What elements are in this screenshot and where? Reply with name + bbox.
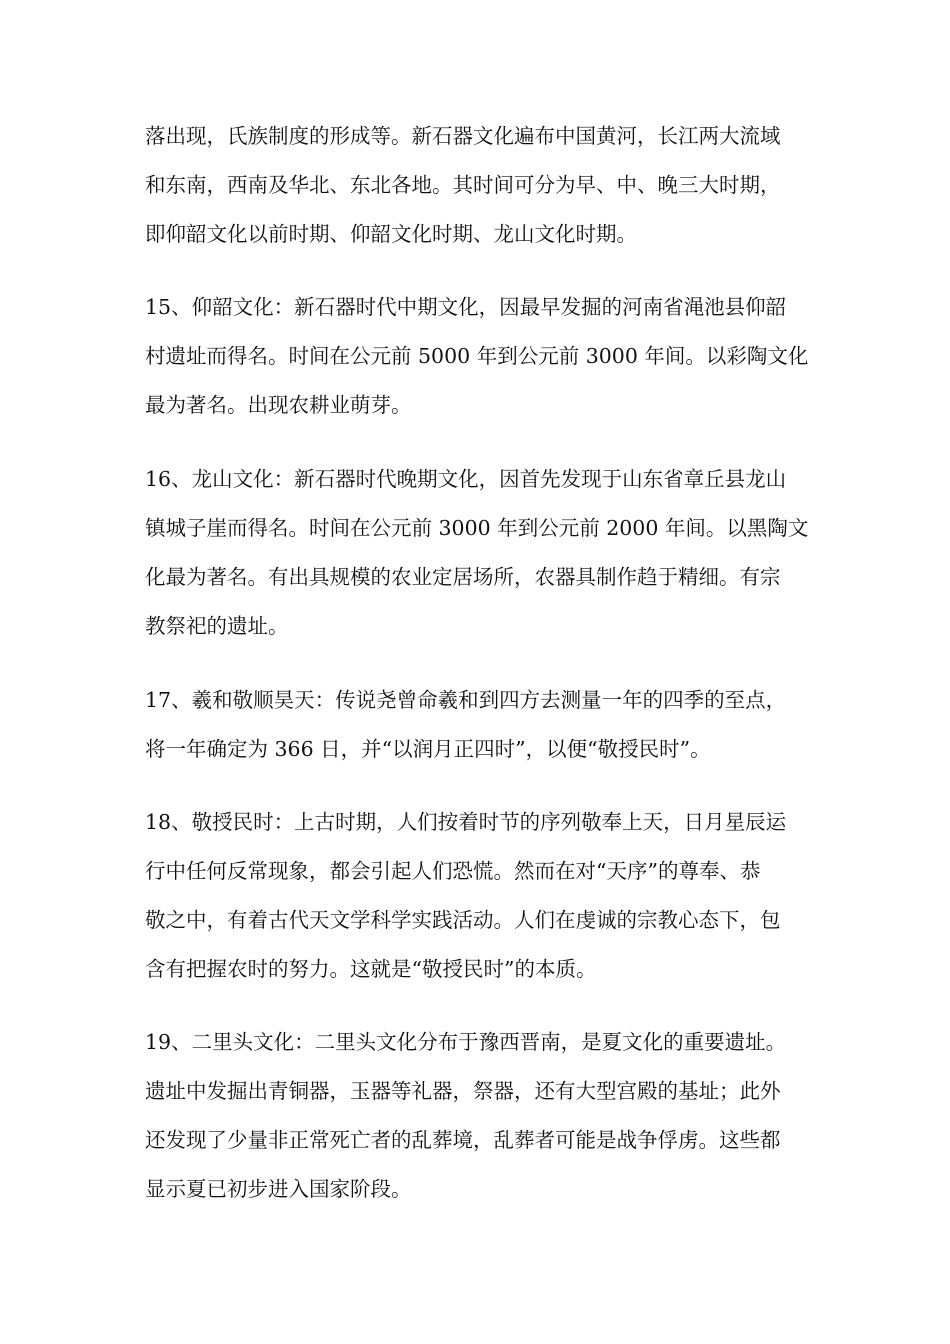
paragraph-17-xihe (145, 676, 810, 774)
text-line: 镇城子崖而得名。时间在公元前 3000 年到公元前 2000 年间。以黑陶文 (145, 516, 809, 540)
text-line: 15、仰韶文化：新石器时代中期文化，因最早发掘的河南省渑池县仰韶 (145, 295, 787, 319)
text-line: 遗址中发掘出青铜器，玉器等礼器，祭器，还有大型宫殿的基址；此外 (145, 1079, 781, 1103)
paragraph-18-jingshou-minshi (145, 798, 810, 994)
text-line: 17、羲和敬顺昊天：传说尧曾命羲和到四方去测量一年的四季的至点， (145, 688, 787, 712)
paragraph-16-longshan-culture (145, 455, 810, 651)
text-line: 教祭祀的遗址。 (145, 614, 289, 638)
paragraph-19-erlitou-culture (145, 1018, 810, 1214)
text-line: 和东南，西南及华北、东北各地。其时间可分为早、中、晚三大时期， (145, 173, 781, 197)
paragraph-intro-continued (145, 112, 810, 259)
text-line: 落出现，氏族制度的形成等。新石器文化遍布中国黄河，长江两大流域 (145, 124, 781, 148)
text-line: 16、龙山文化：新石器时代晚期文化，因首先发现于山东省章丘县龙山 (145, 467, 787, 491)
text-line: 即仰韶文化以前时期、仰韶文化时期、龙山文化时期。 (145, 222, 637, 246)
text-line: 最为著名。出现农耕业萌芽。 (145, 393, 412, 417)
text-line: 显示夏已初步进入国家阶段。 (145, 1177, 412, 1201)
text-line: 敬之中，有着古代天文学科学实践活动。人们在虔诚的宗教心态下，包 (145, 908, 781, 932)
text-line: 行中任何反常现象，都会引起人们恐慌。然而在对“天序”的尊奉、恭 (145, 859, 761, 883)
text-line: 18、敬授民时：上古时期，人们按着时节的序列敬奉上天，日月星辰运 (145, 810, 787, 834)
text-line: 还发现了少量非正常死亡者的乱葬境，乱葬者可能是战争俘虏。这些都 (145, 1128, 781, 1152)
text-line: 19、二里头文化：二里头文化分布于豫西晋南，是夏文化的重要遗址。 (145, 1030, 787, 1054)
text-line: 化最为著名。有出具规模的农业定居场所，农器具制作趋于精细。有宗 (145, 565, 781, 589)
paragraph-15-yangshao-culture (145, 283, 810, 430)
text-line: 将一年确定为 366 日，并“以润月正四时”，以便“敬授民时”。 (145, 737, 711, 761)
text-line: 含有把握农时的努力。这就是“敬授民时”的本质。 (145, 957, 597, 981)
text-line: 村遗址而得名。时间在公元前 5000 年到公元前 3000 年间。以彩陶文化 (145, 344, 809, 368)
